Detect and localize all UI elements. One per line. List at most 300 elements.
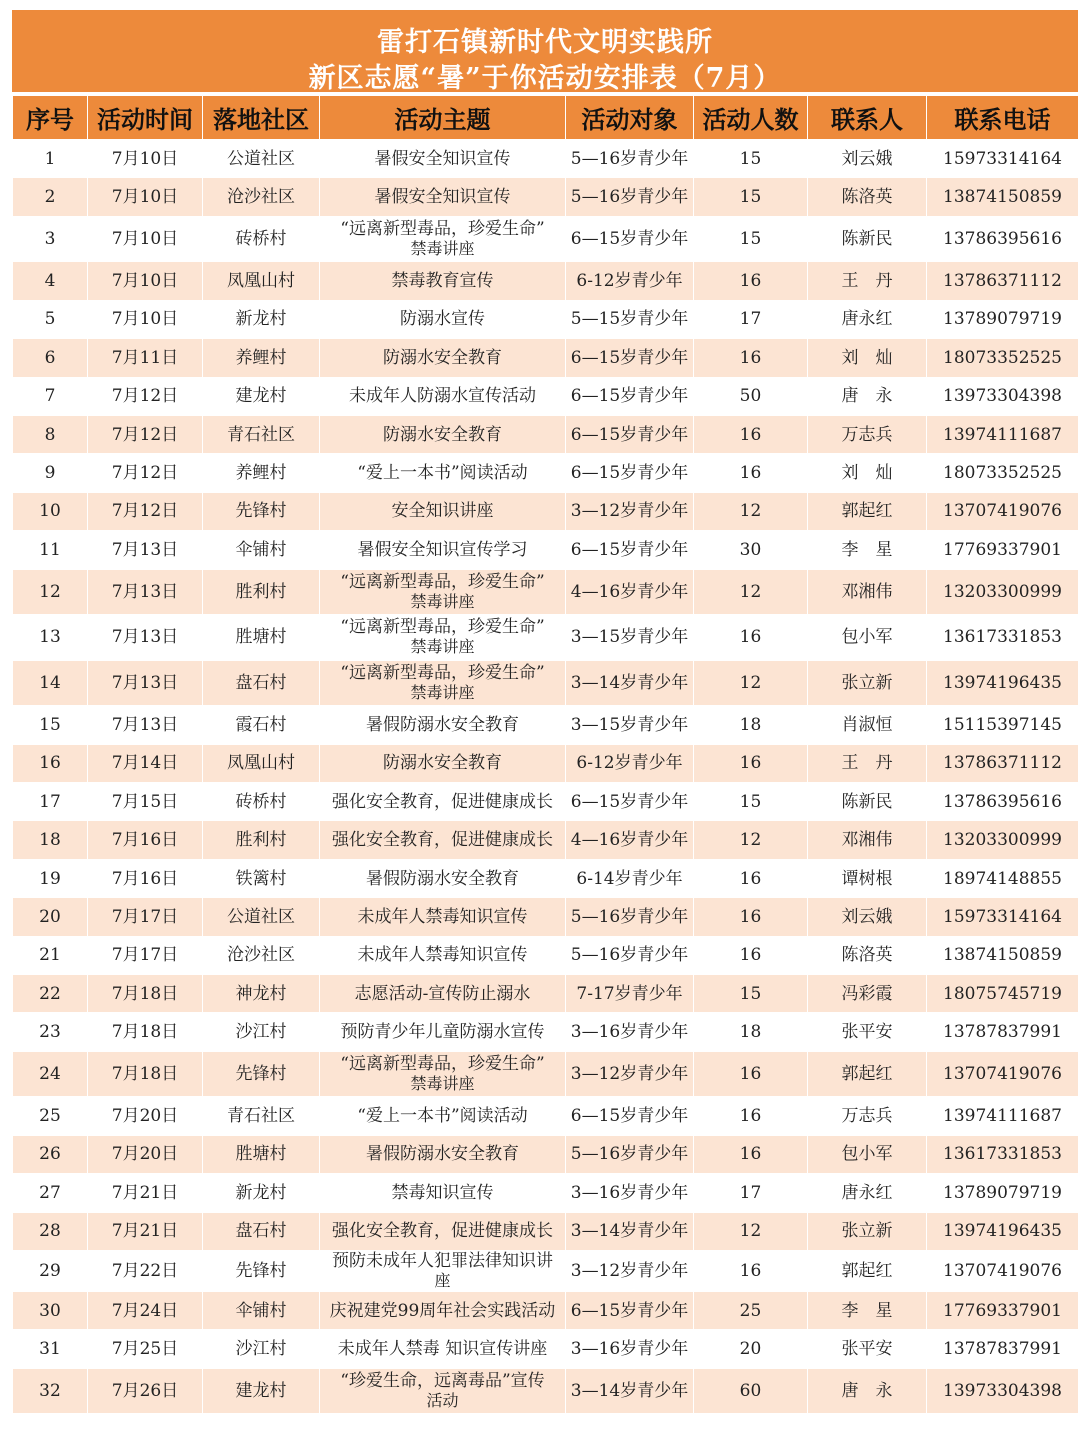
- cell-date: 7月13日: [88, 531, 203, 569]
- table-row: [13, 531, 1079, 569]
- topic-line-2: 禁毒讲座: [410, 591, 475, 611]
- table-row: [13, 1051, 1079, 1097]
- cell-no: 25: [13, 1097, 88, 1135]
- cell-no: 27: [13, 1174, 88, 1212]
- cell-no: 6: [13, 339, 88, 377]
- cell-date: 7月14日: [88, 744, 203, 782]
- cell-date: 7月18日: [88, 1051, 203, 1097]
- cell-topic: [320, 569, 566, 615]
- topic-line-1: 强化安全教育，促进健康成长: [332, 830, 553, 851]
- cell-contact: 肖淑恒: [808, 706, 927, 744]
- cell-contact: 郭起红: [808, 492, 927, 530]
- cell-no: 23: [13, 1013, 88, 1051]
- table-row: [13, 216, 1079, 262]
- cell-target: 3—12岁青少年: [566, 1250, 694, 1291]
- cell-target: 6—15岁青少年: [566, 339, 694, 377]
- cell-date: 7月12日: [88, 377, 203, 415]
- cell-contact: 唐 永: [808, 1368, 927, 1414]
- cell-no: 31: [13, 1330, 88, 1368]
- cell-contact: 唐永红: [808, 1174, 927, 1212]
- cell-topic: [320, 859, 566, 897]
- cell-count: 15: [694, 783, 808, 821]
- cell-contact: 唐 永: [808, 377, 927, 415]
- table-row: [13, 178, 1079, 216]
- cell-count: 30: [694, 531, 808, 569]
- cell-topic: [320, 300, 566, 338]
- cell-target: 4—16岁青少年: [566, 569, 694, 615]
- cell-contact: 王 丹: [808, 262, 927, 300]
- cell-count: 15: [694, 178, 808, 216]
- cell-count: 18: [694, 1013, 808, 1051]
- column-header-phone: 联系电话: [927, 96, 1079, 140]
- cell-phone: 17769337901: [927, 531, 1079, 569]
- cell-no: 5: [13, 300, 88, 338]
- cell-contact: 刘云娥: [808, 898, 927, 936]
- topic-line-1: 禁毒教育宣传: [391, 271, 494, 292]
- table-row: [13, 706, 1079, 744]
- cell-count: 20: [694, 1330, 808, 1368]
- cell-phone: 13786395616: [927, 783, 1079, 821]
- table-row: [13, 898, 1079, 936]
- cell-place: 霞石村: [203, 706, 320, 744]
- cell-no: 19: [13, 859, 88, 897]
- cell-place: 沧沙社区: [203, 178, 320, 216]
- topic-line-2: 禁毒讲座: [410, 682, 475, 702]
- cell-count: 60: [694, 1368, 808, 1414]
- cell-phone: 13974196435: [927, 660, 1079, 706]
- cell-place: 先锋村: [203, 492, 320, 530]
- cell-no: 8: [13, 415, 88, 453]
- cell-topic: [320, 660, 566, 706]
- cell-phone: 13787837991: [927, 1330, 1079, 1368]
- cell-no: 15: [13, 706, 88, 744]
- cell-no: 20: [13, 898, 88, 936]
- cell-count: 16: [694, 415, 808, 453]
- cell-phone: 13974111687: [927, 1097, 1079, 1135]
- table-row: [13, 660, 1079, 706]
- table-row: [13, 300, 1079, 338]
- cell-phone: 13789079719: [927, 300, 1079, 338]
- table-row: [13, 615, 1079, 661]
- cell-contact: 万志兵: [808, 1097, 927, 1135]
- table-row: [13, 783, 1079, 821]
- cell-date: 7月21日: [88, 1212, 203, 1250]
- column-header-date: 活动时间: [88, 96, 203, 140]
- table-row: [13, 569, 1079, 615]
- table-row: [13, 744, 1079, 782]
- cell-no: 26: [13, 1135, 88, 1173]
- column-header-target: 活动对象: [566, 96, 694, 140]
- cell-phone: 13617331853: [927, 615, 1079, 661]
- cell-contact: 李 星: [808, 531, 927, 569]
- cell-date: 7月12日: [88, 415, 203, 453]
- cell-count: 16: [694, 262, 808, 300]
- cell-place: 养鲤村: [203, 339, 320, 377]
- table-row: [13, 415, 1079, 453]
- cell-topic: [320, 783, 566, 821]
- header-row: [13, 96, 1079, 140]
- cell-date: 7月10日: [88, 140, 203, 178]
- cell-topic: [320, 706, 566, 744]
- cell-contact: 张立新: [808, 1212, 927, 1250]
- cell-no: 1: [13, 140, 88, 178]
- cell-place: 先锋村: [203, 1051, 320, 1097]
- cell-count: 16: [694, 898, 808, 936]
- cell-contact: 刘 灿: [808, 339, 927, 377]
- cell-count: 12: [694, 660, 808, 706]
- cell-no: 12: [13, 569, 88, 615]
- cell-count: 16: [694, 454, 808, 492]
- table-row: [13, 1097, 1079, 1135]
- cell-count: 16: [694, 859, 808, 897]
- cell-target: 7-17岁青少年: [566, 975, 694, 1013]
- cell-place: 青石社区: [203, 415, 320, 453]
- cell-place: 公道社区: [203, 898, 320, 936]
- cell-topic: [320, 178, 566, 216]
- cell-place: 胜利村: [203, 821, 320, 859]
- cell-topic: [320, 1135, 566, 1173]
- cell-target: 6—15岁青少年: [566, 377, 694, 415]
- cell-date: 7月17日: [88, 898, 203, 936]
- table-row: [13, 262, 1079, 300]
- cell-topic: [320, 1013, 566, 1051]
- table-row: [13, 1013, 1079, 1051]
- topic-line-1: 禁毒知识宣传: [391, 1182, 494, 1203]
- cell-topic: [320, 140, 566, 178]
- cell-target: 6—15岁青少年: [566, 1097, 694, 1135]
- cell-no: 29: [13, 1250, 88, 1291]
- topic-line-2: 禁毒讲座: [410, 1074, 475, 1094]
- topic-line-1: 防溺水宣传: [400, 309, 485, 330]
- cell-date: 7月13日: [88, 660, 203, 706]
- cell-target: 6-12岁青少年: [566, 744, 694, 782]
- topic-line-1: 暑假安全知识宣传: [374, 148, 511, 169]
- cell-place: 青石社区: [203, 1097, 320, 1135]
- cell-count: 16: [694, 1051, 808, 1097]
- cell-target: 3—12岁青少年: [566, 1051, 694, 1097]
- topic-line-1: “远离新型毒品，珍爱生命”: [340, 1054, 545, 1075]
- cell-count: 12: [694, 1212, 808, 1250]
- cell-contact: 邓湘伟: [808, 569, 927, 615]
- cell-topic: [320, 821, 566, 859]
- cell-contact: 刘云娥: [808, 140, 927, 178]
- cell-topic: [320, 415, 566, 453]
- cell-target: 6—15岁青少年: [566, 216, 694, 262]
- cell-contact: 包小军: [808, 615, 927, 661]
- cell-place: 凤凰山村: [203, 744, 320, 782]
- cell-contact: 万志兵: [808, 415, 927, 453]
- topic-line-2: 座: [434, 1270, 451, 1290]
- cell-count: 16: [694, 1250, 808, 1291]
- topic-line-2: 禁毒讲座: [410, 637, 475, 657]
- cell-count: 15: [694, 216, 808, 262]
- cell-place: 胜塘村: [203, 1135, 320, 1173]
- cell-topic: [320, 531, 566, 569]
- cell-topic: [320, 615, 566, 661]
- cell-contact: 李 星: [808, 1291, 927, 1329]
- cell-topic: [320, 1097, 566, 1135]
- schedule-table: [12, 95, 1079, 1414]
- cell-phone: 13707419076: [927, 1051, 1079, 1097]
- cell-date: 7月10日: [88, 178, 203, 216]
- cell-target: 3—15岁青少年: [566, 706, 694, 744]
- cell-phone: 13974111687: [927, 415, 1079, 453]
- cell-target: 4—16岁青少年: [566, 821, 694, 859]
- cell-date: 7月24日: [88, 1291, 203, 1329]
- cell-place: 砖桥村: [203, 216, 320, 262]
- topic-line-1: 防溺水安全教育: [383, 424, 502, 445]
- table-body: [13, 140, 1079, 1414]
- cell-target: 6—15岁青少年: [566, 783, 694, 821]
- cell-no: 24: [13, 1051, 88, 1097]
- cell-date: 7月13日: [88, 569, 203, 615]
- topic-line-2: 禁毒讲座: [410, 239, 475, 259]
- cell-phone: 15973314164: [927, 140, 1079, 178]
- topic-line-1: 预防未成年人犯罪法律知识讲: [332, 1250, 553, 1271]
- cell-phone: 13874150859: [927, 936, 1079, 974]
- topic-line-1: 未成年人禁毒 知识宣传讲座: [337, 1339, 548, 1360]
- cell-phone: 13973304398: [927, 1368, 1079, 1414]
- cell-date: 7月12日: [88, 454, 203, 492]
- cell-topic: [320, 492, 566, 530]
- cell-contact: 郭起红: [808, 1051, 927, 1097]
- cell-place: 建龙村: [203, 377, 320, 415]
- cell-date: 7月17日: [88, 936, 203, 974]
- topic-line-1: 志愿活动-宣传防止溺水: [354, 983, 531, 1004]
- table-row: [13, 1368, 1079, 1414]
- cell-topic: [320, 1291, 566, 1329]
- cell-contact: 陈洛英: [808, 936, 927, 974]
- table-row: [13, 339, 1079, 377]
- cell-place: 伞铺村: [203, 531, 320, 569]
- topic-line-1: 强化安全教育，促进健康成长: [332, 791, 553, 812]
- cell-target: 6—15岁青少年: [566, 454, 694, 492]
- cell-topic: [320, 1330, 566, 1368]
- cell-no: 11: [13, 531, 88, 569]
- cell-target: 6—15岁青少年: [566, 415, 694, 453]
- cell-phone: 13203300999: [927, 821, 1079, 859]
- column-header-place: 落地社区: [203, 96, 320, 140]
- cell-place: 胜利村: [203, 569, 320, 615]
- cell-place: 伞铺村: [203, 1291, 320, 1329]
- topic-line-1: 未成年人防溺水宣传活动: [349, 386, 536, 407]
- cell-phone: 15115397145: [927, 706, 1079, 744]
- cell-date: 7月21日: [88, 1174, 203, 1212]
- cell-contact: 郭起红: [808, 1250, 927, 1291]
- cell-date: 7月15日: [88, 783, 203, 821]
- cell-date: 7月10日: [88, 300, 203, 338]
- topic-line-1: 未成年人禁毒知识宣传: [357, 906, 528, 927]
- cell-target: 3—16岁青少年: [566, 1330, 694, 1368]
- cell-count: 15: [694, 975, 808, 1013]
- table-row: [13, 140, 1079, 178]
- cell-phone: 18075745719: [927, 975, 1079, 1013]
- table-row: [13, 454, 1079, 492]
- cell-phone: 13789079719: [927, 1174, 1079, 1212]
- topic-line-1: 预防青少年儿童防溺水宣传: [340, 1022, 545, 1043]
- cell-date: 7月16日: [88, 859, 203, 897]
- cell-topic: [320, 898, 566, 936]
- cell-phone: 17769337901: [927, 1291, 1079, 1329]
- cell-topic: [320, 377, 566, 415]
- cell-phone: 13786371112: [927, 262, 1079, 300]
- cell-date: 7月18日: [88, 975, 203, 1013]
- cell-no: 17: [13, 783, 88, 821]
- table-row: [13, 859, 1079, 897]
- cell-target: 3—15岁青少年: [566, 615, 694, 661]
- cell-count: 16: [694, 1097, 808, 1135]
- title-line-1: 雷打石镇新时代文明实践所: [377, 27, 713, 58]
- cell-contact: 谭树根: [808, 859, 927, 897]
- cell-target: 5—16岁青少年: [566, 898, 694, 936]
- topic-line-1: 安全知识讲座: [391, 501, 494, 522]
- topic-line-1: “远离新型毒品，珍爱生命”: [340, 571, 545, 592]
- cell-date: 7月25日: [88, 1330, 203, 1368]
- cell-date: 7月26日: [88, 1368, 203, 1414]
- cell-phone: 13786371112: [927, 744, 1079, 782]
- cell-place: 新龙村: [203, 1174, 320, 1212]
- cell-contact: 刘 灿: [808, 454, 927, 492]
- cell-target: 5—15岁青少年: [566, 300, 694, 338]
- cell-count: 12: [694, 492, 808, 530]
- cell-count: 18: [694, 706, 808, 744]
- cell-phone: 13707419076: [927, 492, 1079, 530]
- cell-no: 10: [13, 492, 88, 530]
- cell-place: 先锋村: [203, 1250, 320, 1291]
- cell-count: 17: [694, 300, 808, 338]
- topic-line-1: 防溺水安全教育: [383, 347, 502, 368]
- cell-place: 胜塘村: [203, 615, 320, 661]
- topic-line-1: 暑假防溺水安全教育: [366, 868, 519, 889]
- cell-no: 9: [13, 454, 88, 492]
- cell-count: 16: [694, 936, 808, 974]
- topic-line-1: “爱上一本书”阅读活动: [357, 463, 528, 484]
- cell-count: 16: [694, 339, 808, 377]
- title-line-2: 新区志愿“暑”于你活动安排表（7月）: [308, 63, 782, 94]
- cell-phone: 18073352525: [927, 339, 1079, 377]
- cell-no: 28: [13, 1212, 88, 1250]
- cell-target: 6—15岁青少年: [566, 531, 694, 569]
- title-banner: [12, 10, 1078, 92]
- cell-place: 养鲤村: [203, 454, 320, 492]
- cell-contact: 唐永红: [808, 300, 927, 338]
- cell-topic: [320, 1051, 566, 1097]
- cell-target: 5—16岁青少年: [566, 1135, 694, 1173]
- cell-target: 6—15岁青少年: [566, 1291, 694, 1329]
- topic-line-1: 庆祝建党99周年社会实践活动: [329, 1300, 556, 1321]
- topic-line-1: 强化安全教育，促进健康成长: [332, 1221, 553, 1242]
- cell-contact: 邓湘伟: [808, 821, 927, 859]
- table-row: [13, 492, 1079, 530]
- cell-no: 7: [13, 377, 88, 415]
- cell-date: 7月11日: [88, 339, 203, 377]
- cell-topic: [320, 936, 566, 974]
- cell-contact: 包小军: [808, 1135, 927, 1173]
- cell-phone: 13974196435: [927, 1212, 1079, 1250]
- cell-date: 7月16日: [88, 821, 203, 859]
- table-row: [13, 377, 1079, 415]
- column-header-no: 序号: [13, 96, 88, 140]
- topic-line-1: 暑假安全知识宣传学习: [357, 539, 528, 560]
- table-row: [13, 1250, 1079, 1291]
- topic-line-1: 暑假防溺水安全教育: [366, 714, 519, 735]
- cell-target: 6-12岁青少年: [566, 262, 694, 300]
- cell-contact: 陈洛英: [808, 178, 927, 216]
- cell-phone: 13203300999: [927, 569, 1079, 615]
- cell-place: 公道社区: [203, 140, 320, 178]
- cell-place: 盘石村: [203, 1212, 320, 1250]
- cell-date: 7月13日: [88, 615, 203, 661]
- cell-date: 7月10日: [88, 262, 203, 300]
- topic-line-2: 活动: [426, 1391, 459, 1411]
- table-row: [13, 975, 1079, 1013]
- cell-topic: [320, 454, 566, 492]
- cell-contact: 冯彩霞: [808, 975, 927, 1013]
- topic-line-1: 暑假防溺水安全教育: [366, 1144, 519, 1165]
- cell-no: 30: [13, 1291, 88, 1329]
- cell-target: 5—16岁青少年: [566, 178, 694, 216]
- table-row: [13, 1212, 1079, 1250]
- cell-count: 50: [694, 377, 808, 415]
- cell-topic: [320, 975, 566, 1013]
- cell-phone: 13617331853: [927, 1135, 1079, 1173]
- cell-phone: 13707419076: [927, 1250, 1079, 1291]
- cell-contact: 王 丹: [808, 744, 927, 782]
- topic-line-1: “远离新型毒品，珍爱生命”: [340, 617, 545, 638]
- cell-no: 21: [13, 936, 88, 974]
- table-row: [13, 936, 1079, 974]
- cell-topic: [320, 1250, 566, 1291]
- cell-no: 16: [13, 744, 88, 782]
- cell-count: 16: [694, 1135, 808, 1173]
- cell-place: 砖桥村: [203, 783, 320, 821]
- cell-place: 铁篱村: [203, 859, 320, 897]
- topic-line-1: “远离新型毒品，珍爱生命”: [340, 662, 545, 683]
- cell-contact: 张平安: [808, 1330, 927, 1368]
- topic-line-1: 未成年人禁毒知识宣传: [357, 945, 528, 966]
- cell-target: 3—16岁青少年: [566, 1013, 694, 1051]
- cell-topic: [320, 1368, 566, 1414]
- cell-place: 建龙村: [203, 1368, 320, 1414]
- cell-phone: 18073352525: [927, 454, 1079, 492]
- cell-target: 6-14岁青少年: [566, 859, 694, 897]
- cell-count: 25: [694, 1291, 808, 1329]
- cell-place: 沙江村: [203, 1013, 320, 1051]
- cell-topic: [320, 1174, 566, 1212]
- cell-count: 12: [694, 821, 808, 859]
- cell-count: 15: [694, 140, 808, 178]
- cell-topic: [320, 744, 566, 782]
- cell-place: 凤凰山村: [203, 262, 320, 300]
- table-row: [13, 1330, 1079, 1368]
- cell-topic: [320, 339, 566, 377]
- topic-line-1: “珍爱生命，远离毒品”宣传: [340, 1371, 545, 1392]
- cell-date: 7月22日: [88, 1250, 203, 1291]
- cell-no: 3: [13, 216, 88, 262]
- cell-contact: 张立新: [808, 660, 927, 706]
- cell-place: 沙江村: [203, 1330, 320, 1368]
- cell-date: 7月20日: [88, 1097, 203, 1135]
- cell-contact: 张平安: [808, 1013, 927, 1051]
- cell-date: 7月13日: [88, 706, 203, 744]
- column-header-contact: 联系人: [808, 96, 927, 140]
- cell-contact: 陈新民: [808, 783, 927, 821]
- cell-topic: [320, 216, 566, 262]
- table-row: [13, 1291, 1079, 1329]
- cell-date: 7月20日: [88, 1135, 203, 1173]
- cell-contact: 陈新民: [808, 216, 927, 262]
- table-row: [13, 1174, 1079, 1212]
